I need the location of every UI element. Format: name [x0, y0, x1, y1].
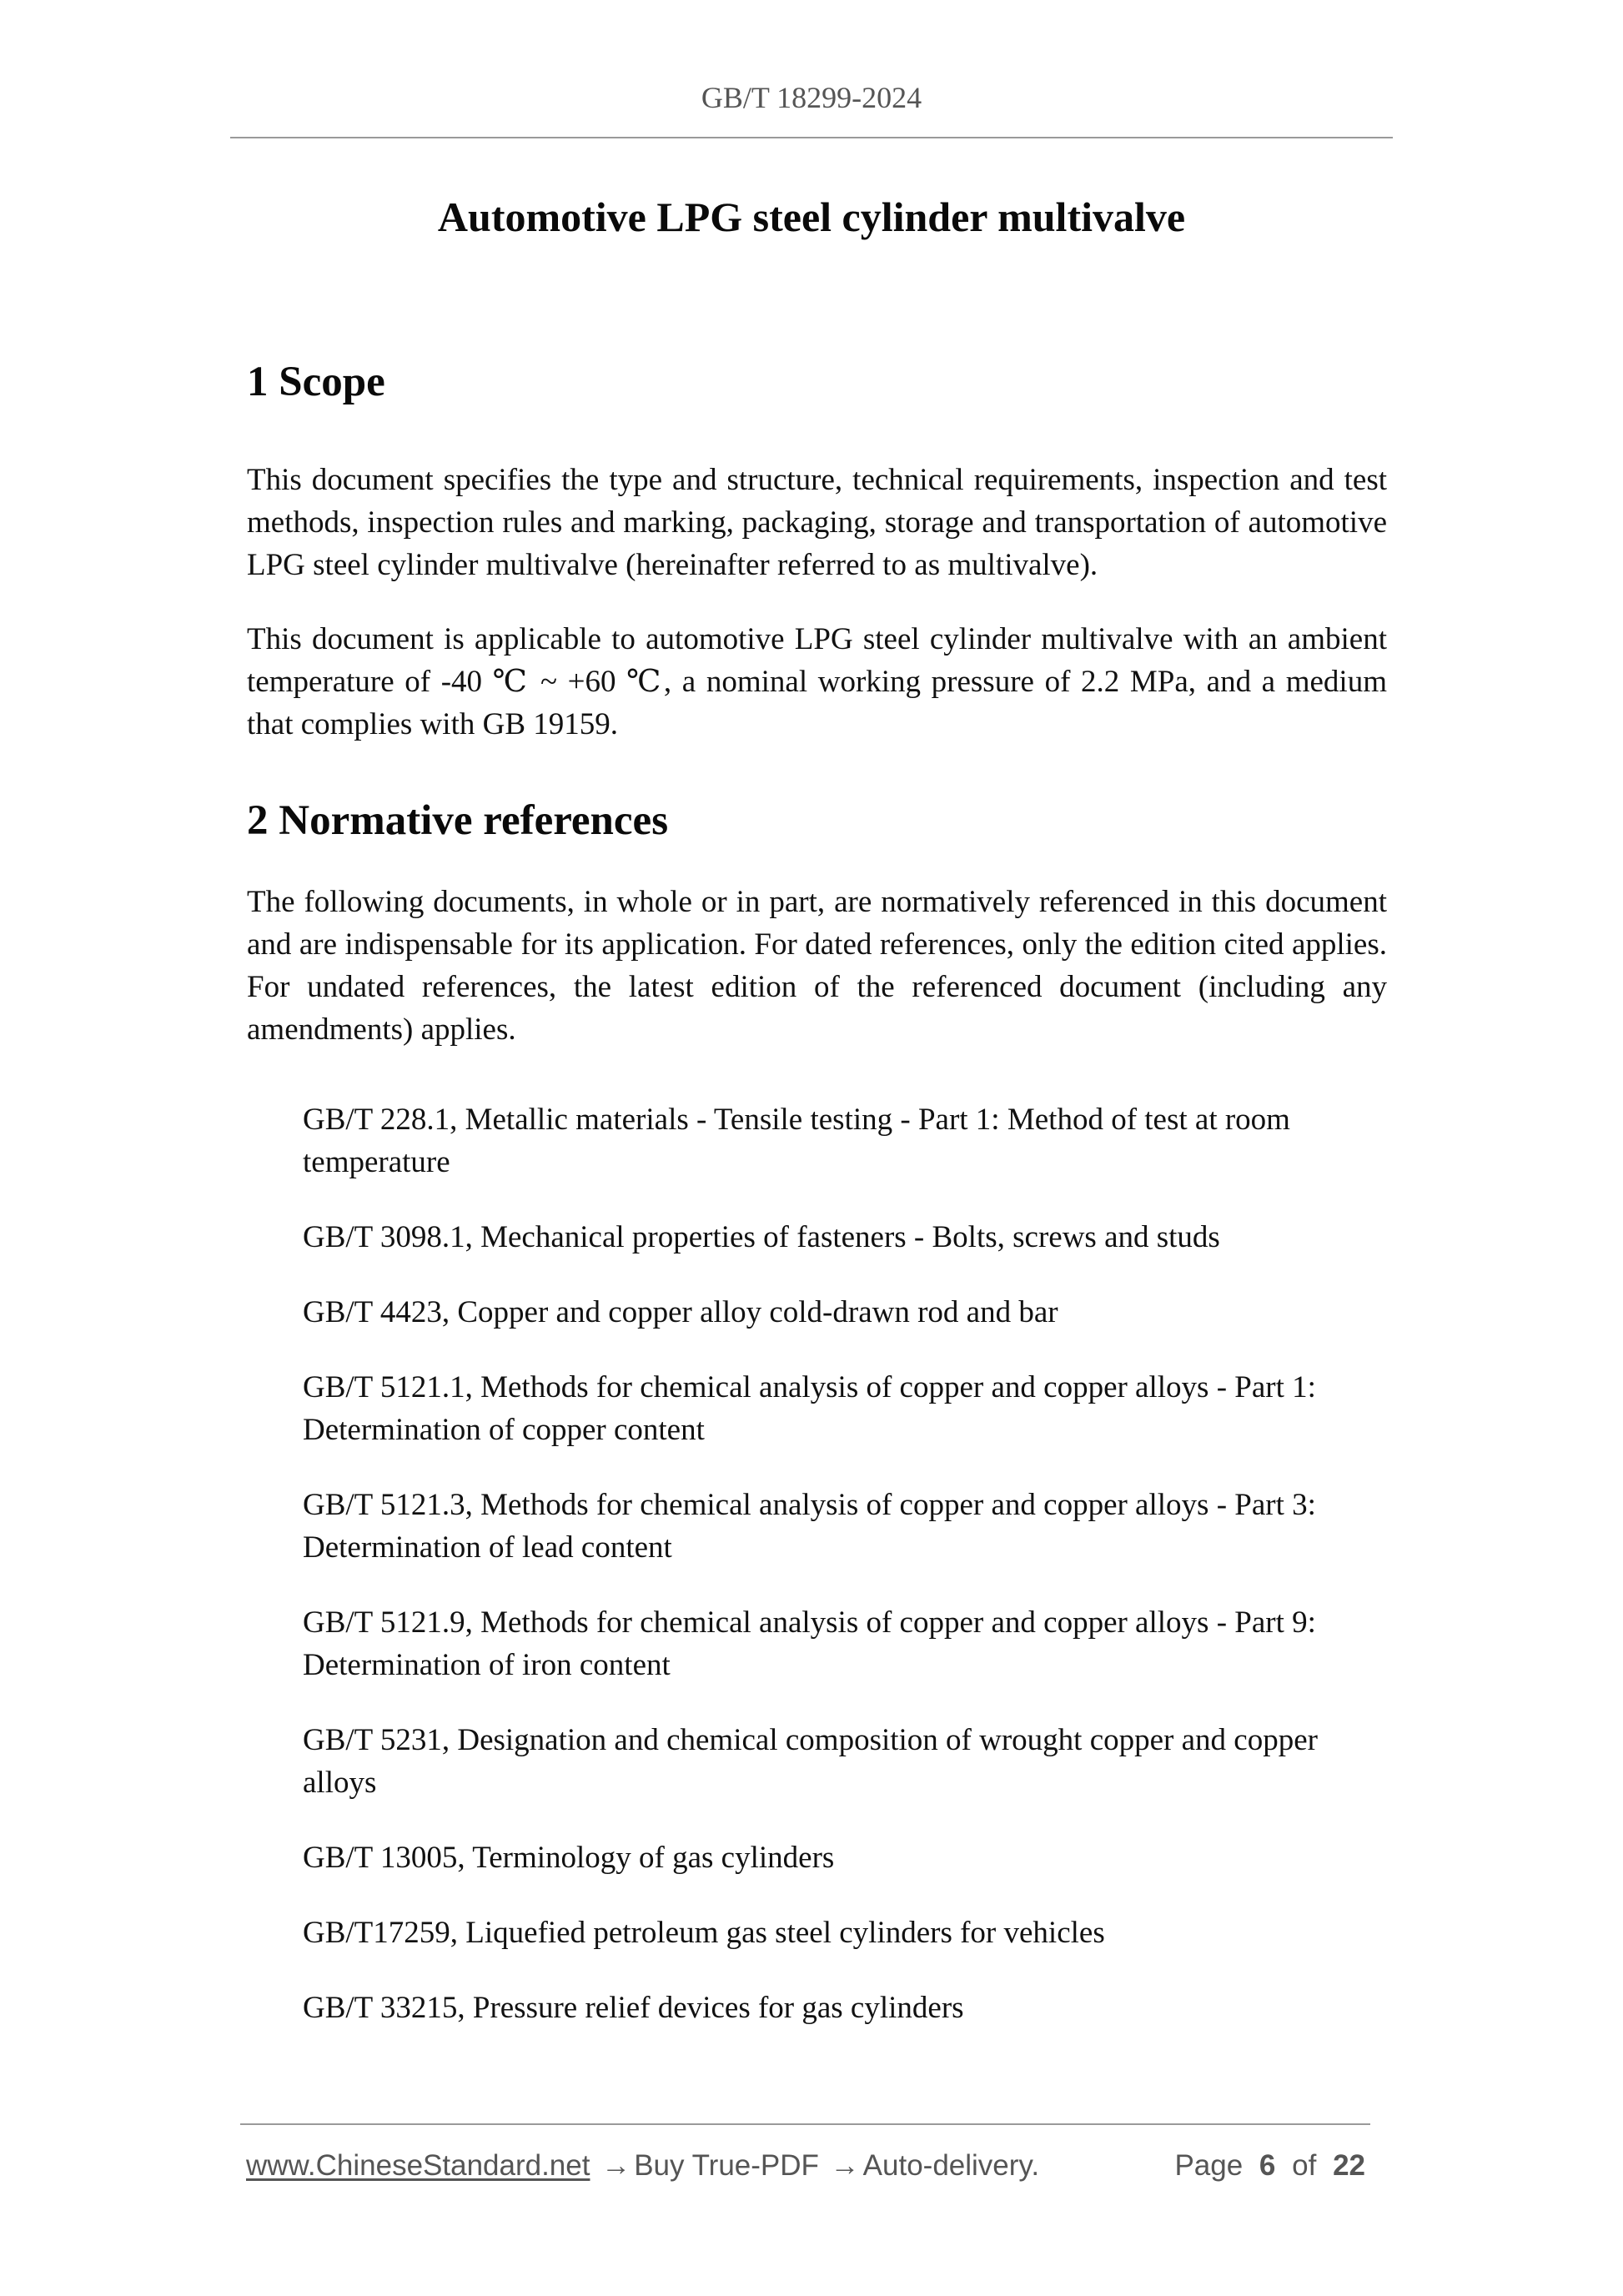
running-header: GB/T 18299-2024: [701, 81, 922, 114]
arrow-right-icon: →: [830, 2149, 860, 2182]
reference-item: GB/T 33215, Pressure relief devices for gas cylinders: [303, 1991, 964, 2025]
reference-item: GB/T 13005, Terminology of gas cylinders: [303, 1841, 835, 1875]
reference-item: GB/T 5121.9, Methods for chemical analysis of copper and copper alloys - Part 9: Determination of iron content: [303, 1605, 1316, 1682]
scope-paragraph-1: This document specifies the type and structure, technical requirements, inspection and test methods, inspection rules and marking, packaging, storage and transportation of automotive LPG steel cylinder multivalve (hereinafter referred to as multivalve).: [247, 463, 1387, 582]
reference-list: [303, 1098, 1387, 2062]
reference-item: GB/T 5121.1, Methods for chemical analysis of copper and copper alloys - Part 1: Determination of copper content: [303, 1370, 1316, 1447]
reference-item: GB/T 5231, Designation and chemical composition of wrought copper and copper alloys: [303, 1723, 1318, 1800]
scope-paragraph-2: This document is applicable to automotive LPG steel cylinder multivalve with an ambient temperature of -40 ℃ ~ +60 ℃, a nominal working pressure of 2.2 MPa, and a medium that complies with GB 19159.: [247, 622, 1387, 741]
arrow-right-icon: →: [601, 2149, 631, 2182]
reference-item: GB/T 228.1, Metallic materials - Tensile testing - Part 1: Method of test at room temperature: [303, 1103, 1290, 1179]
chinesestandard-link[interactable]: www.ChineseStandard.net: [246, 2149, 590, 2182]
reference-item: GB/T 4423, Copper and copper alloy cold-drawn rod and bar: [303, 1295, 1058, 1329]
footer-step-delivery: Auto-delivery.: [862, 2149, 1040, 2182]
page-current: 6: [1259, 2149, 1276, 2182]
reference-item: GB/T 5121.3, Methods for chemical analysis of copper and copper alloys - Part 3: Determination of lead content: [303, 1488, 1316, 1565]
footer-promo: [246, 2148, 1039, 2183]
header-divider: [230, 137, 1393, 138]
footer-divider: [240, 2123, 1370, 2125]
page-number: [1174, 2148, 1365, 2183]
reference-item: GB/T 3098.1, Mechanical properties of fasteners - Bolts, screws and studs: [303, 1220, 1220, 1254]
footer-step-buy: Buy True-PDF: [634, 2149, 819, 2182]
normative-references-intro: The following documents, in whole or in part, are normatively referenced in this document and are indispensable for its application. For dated references, only the edition cited applies. For undated references, the latest edition of the referenced document (including any amendments) applies.: [247, 885, 1387, 1047]
section-heading-normative-references: 2 Normative references: [247, 797, 669, 844]
section-heading-scope: 1 Scope: [247, 359, 385, 405]
page-total: 22: [1333, 2149, 1365, 2182]
page-label: Page: [1174, 2149, 1244, 2182]
page-of-label: of: [1292, 2149, 1317, 2182]
page-footer: [246, 2148, 1368, 2185]
reference-item: GB/T17259, Liquefied petroleum gas steel cylinders for vehicles: [303, 1916, 1105, 1950]
document-title: Automotive LPG steel cylinder multivalve: [437, 193, 1186, 240]
